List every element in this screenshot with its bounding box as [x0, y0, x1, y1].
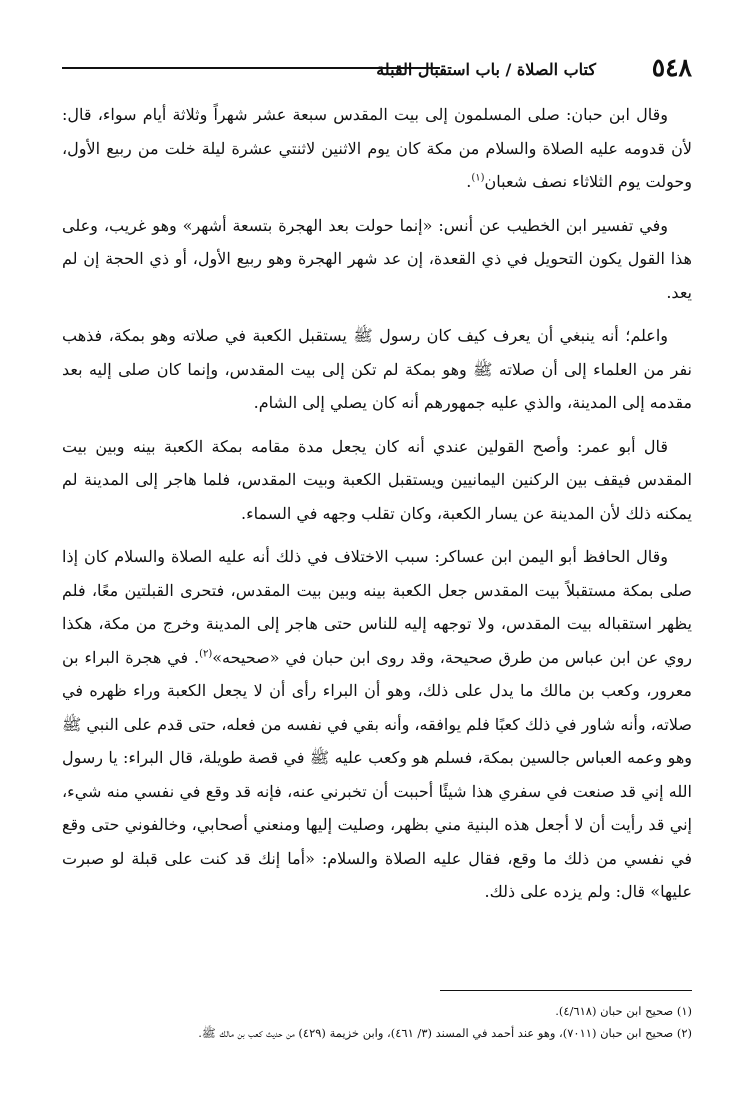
paragraph: [62, 98, 692, 199]
footnotes: [46, 1000, 692, 1044]
paragraph: [62, 540, 692, 909]
paragraph-text: وفي تفسير ابن الخطيب عن أنس: «إنما حولت بعد الهجرة بتسعة أشهر» وهو غريب، وعلى هذا القول يكون التحويل في ذي القعدة، إن عد شهر الهجرة وهو ربيع الأول، أو ذي الحجة إن لم يعد.: [62, 215, 692, 302]
paragraph-tail: .: [466, 172, 472, 191]
page-number: ٥٤٨: [651, 53, 692, 82]
paragraph-text: واعلم؛ أنه ينبغي أن يعرف كيف كان رسول ﷺ يستقبل الكعبة في صلاته وهو بمكة، فذهب نفر من العلماء إلى أن صلاته ﷺ وهو بمكة لم تكن إلى بيت المقدس، وإنما كان صلى إليه بعد مقدمه إلى المدينة، والذي عليه جمهورهم أنه كان يصلي إلى الشام.: [62, 326, 693, 412]
paragraph: [62, 209, 692, 310]
footnote-rule: [440, 990, 692, 991]
paragraph: [62, 430, 692, 531]
main-text: [62, 98, 692, 919]
footnote: (٢) صحيح ابن حبان (٧٠١١)، وهو عند أحمد في المسند (٣/ ٤٦١)، وابن خزيمة (٤٢٩) من حديث كعب بن مالك ﷺ.: [198, 1026, 692, 1040]
paragraph: [62, 319, 692, 420]
paragraph-text: قال أبو عمر: وأصح القولين عندي أنه كان يجعل مدة مقامه بمكة الكعبة بينه وبين بيت المقدس فيقف بين الركنين اليمانيين ويستقبل الكعبة وبيت المقدس، فلما هاجر إلى المدينة لم يمكنه ذلك لأن المدينة عن يسار الكعبة، وكان تقلب وجهه في السماء.: [62, 436, 693, 523]
footnote-ref[interactable]: (١): [471, 172, 485, 184]
header-rule: [62, 67, 440, 69]
page-header: [62, 54, 692, 84]
paragraph-tail: . في هجرة البراء بن معرور، وكعب بن مالك ما يدل على ذلك، وهو أن البراء رأى أن لا يجعل الكعبة وراء ظهره في صلاته، وأنه شاور في ذلك كعبًا فلم يوافقه، وأنه بقي في نفسه من فعله، حتى قدم على النبي ﷺ وهو وعمه العباس جالسين بمكة، فسلم هو وكعب عليه ﷺ في قصة طويلة، قال البراء: يا رسول الله إني قد صنعت في سفري هذا شيئًا أحببت أن تخبرني عنه، فإنه قد وقع في نفسي منه شيء، إني قد رأيت أن لا أجعل هذه البنية مني بظهر، وصليت إليها ومنعني أصحابي، وخالفوني حتى وقع في نفسي من ذلك ما وقع، فقال عليه الصلاة والسلام: «أما إنك قد كنت على قبلة لو صبرت عليها» قال: ولم يزده على ذلك.: [61, 647, 693, 901]
footnote-ref[interactable]: (٢): [199, 648, 213, 660]
footnote: (١) صحيح ابن حبان (٤/٦١٨).: [555, 1004, 692, 1018]
paragraph-text: وقال الحافظ أبو اليمن ابن عساكر: سبب الاختلاف في ذلك أنه عليه الصلاة والسلام كان إذا صلى بمكة مستقبلاً بيت المقدس جعل الكعبة بينه وبين بيت المقدس، فتحرى القبلتين معًا، فلم يظهر استقباله بيت المقدس، ولا توجهه إليه للناس حتى هاجر إلى المدينة وخرج من مكة، هكذا روي عن ابن عباس من طرق صحيحة، وقد روى ابن حبان في «صحيحه»: [62, 547, 693, 667]
paragraph-text: وقال ابن حبان: صلى المسلمون إلى بيت المقدس سبعة عشر شهراً وثلاثة أيام سواء، قال: لأن قدومه عليه الصلاة والسلام من مكة كان يوم الاثنين لاثنتي عشرة ليلة خلت من ربيع الأول، وحولت يوم الثلاثاء نصف شعبان: [62, 105, 692, 191]
running-title: كتاب الصلاة / باب استقبال القبلة: [376, 60, 596, 79]
